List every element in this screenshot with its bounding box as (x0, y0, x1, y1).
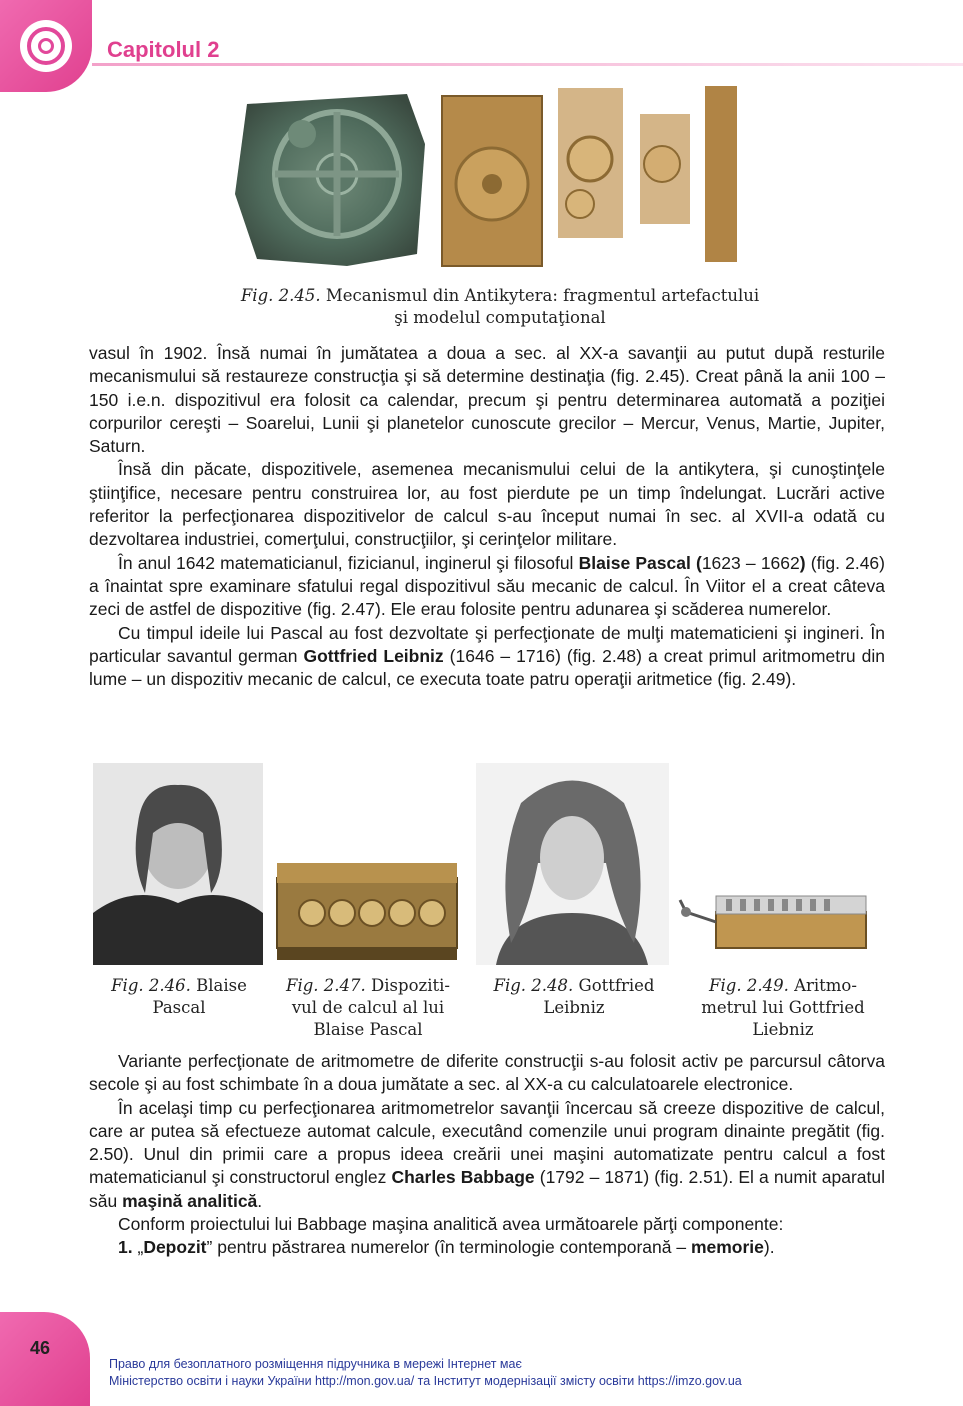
figure-caption-text: Liebniz (752, 1020, 814, 1039)
figure-caption-text: Blaise (196, 976, 247, 995)
paragraph: vasul în 1902. Însă numai în jumătatea a doua a sec. al XX-a savanţii au putut după resturile mecanismului să restaureze construcţia şi să determine destinaţia (fig. 2.45). Creat până la anii 100 – 150 i.e.n. dispozitivul era folosit ca calendar, precum şi pentru determinarea automată a poziţiei corpurilor cereşti – Soarelui, Lunii şi planetelor cunoscute grecilor – Mercur, Venus, Martie, Jupiter, Saturn. (89, 343, 885, 457)
chapter-tab (0, 0, 92, 92)
figure-number: Fig. 2.46. (111, 976, 191, 995)
figure-caption-text: Pascal (152, 998, 206, 1017)
text-span: Cu timpul ideile lui Pascal au fost dezvoltate şi perfecţionate de mulţi matematicieni şi ingineri. În particular savantul german (89, 622, 885, 666)
antikythera-fragment-image (227, 84, 432, 272)
leibniz-arithmometer-image (676, 882, 876, 954)
page-number-tab (0, 1312, 90, 1406)
figure-caption-text: Dispoziti- (371, 976, 450, 995)
text-span: „ (132, 1237, 144, 1258)
paragraph: Variante perfecţionate de aritmometre de diferite construcţii s-au folosit activ pe parcursul câtorva secole şi au fost schimbate în a doua jumătate a sec. al XX-a cu calculatoarele electronice. (89, 1051, 885, 1095)
text-span: (fig. 2.46) a înaintat spre examinare sfatului regal dispozitivul său mecanic de calcul. În Viitor el a creat câteva zeci de astfel de dispozitive (fig. 2.47). Ele erau folosite pentru adunarea şi scăderea numerelor. (89, 552, 885, 620)
body-text-top (89, 342, 885, 691)
header-divider (92, 63, 963, 66)
figure-caption-text: Gottfried (578, 976, 655, 995)
body-text-bottom (89, 1050, 885, 1260)
paragraph (89, 552, 885, 622)
text-span: (1792 – 1871) (fig. 2.51). El a numit aparatul său (89, 1167, 885, 1211)
blaise-pascal-portrait (93, 763, 263, 965)
list-item (89, 1236, 885, 1259)
figure-caption-text: şi modelul computaţional (394, 308, 606, 327)
footer-notice (109, 1356, 742, 1390)
figure-number: Fig. 2.49. (709, 976, 789, 995)
figure-caption-text: vul de calcul al lui (291, 998, 445, 1017)
footer-line: Право для безоплатного розміщення підручника в мережі Інтернет має (109, 1357, 522, 1371)
footer-line: Міністерство освіти і науки України http://mon.gov.ua/ та Інститут модернізації змісту освіти https://imzo.gov.ua (109, 1374, 742, 1388)
pascal-calculator-image (272, 858, 462, 964)
gottfried-leibniz-portrait (476, 763, 669, 965)
figure-number: Fig. 2.45. (240, 286, 321, 305)
chapter-title: Capitolul 2 (107, 37, 220, 62)
paragraph: Conform proiectului lui Babbage maşina analitică avea următoarele părţi componente: (118, 1214, 784, 1235)
figure-number: Fig. 2.47. (286, 976, 366, 995)
text-span: (1646 – 1716) (fig. 2.48) a creat primul aritmometru din lume – un dispozitiv mecanic de calcul, ce executa toate patru operaţii aritmetice (fig. 2.49). (89, 645, 885, 690)
figure-caption (678, 975, 888, 1041)
bold-term: Depozit (143, 1237, 207, 1258)
figure-caption-text: Blaise Pascal (313, 1020, 423, 1039)
bold-name: Gottfried Leibniz (303, 645, 444, 666)
paragraph (89, 622, 885, 692)
bold-text: ) (799, 552, 806, 573)
figure-caption (150, 285, 850, 329)
text-span: ). (763, 1237, 775, 1258)
bold-term: maşină analitică (122, 1190, 258, 1211)
figure-caption-text: Mecanismul din Antikytera: fragmentul artefactului (325, 286, 760, 305)
list-number: 1. (118, 1237, 133, 1258)
paragraph (89, 1097, 885, 1213)
text-span: . (257, 1190, 263, 1211)
figure-caption (268, 975, 468, 1041)
figure-caption (93, 975, 265, 1019)
text-span: 1623 – 1662 (701, 552, 800, 573)
figure-caption-text: Leibniz (543, 998, 605, 1017)
figure-number: Fig. 2.48. (493, 976, 574, 995)
target-icon (20, 20, 72, 72)
page-number: 46 (30, 1338, 51, 1358)
text-span: ” pentru păstrarea numerelor (în terminologie contemporană – (206, 1237, 691, 1258)
bold-term: memorie (690, 1237, 764, 1258)
paragraph: Însă din păcate, dispozitivele, asemenea mecanismului celui de la antikytera, şi cunoştinţele ştiinţifice, necesare pentru construirea lor, au fost pierdute pe un timp îndelungat. Lucrări active referitor la perfecţionarea dispozitivelor de calcul s-au început numai în sec. al XVII-a odată cu dezvoltarea industriei, comerţului, construcţiilor, şi cerinţelor militare. (89, 459, 885, 550)
bold-name: Blaise Pascal ( (578, 552, 702, 573)
text-span: În anul 1642 matematicianul, fizicianul, inginerul şi filosoful (118, 552, 579, 573)
antikythera-model-image (440, 84, 740, 272)
bold-name: Charles Babbage (391, 1167, 535, 1188)
text-span: În acelaşi timp cu perfecţionarea aritmometrelor savanţii încercau să creeze dispozitive de calcul, care ar putea să efectueze automat calcule, executând comenzile unui program dinainte pregătit (fig. 2.50). Unul din primii care a propus ideea creării unei maşini automatizate pentru calcul a fost matematicianul şi constructorul englez (89, 1097, 885, 1188)
figure-caption-text: Aritmo- (794, 976, 857, 995)
figure-caption (474, 975, 674, 1019)
figure-caption-text: metrul lui Gottfried (701, 998, 865, 1017)
